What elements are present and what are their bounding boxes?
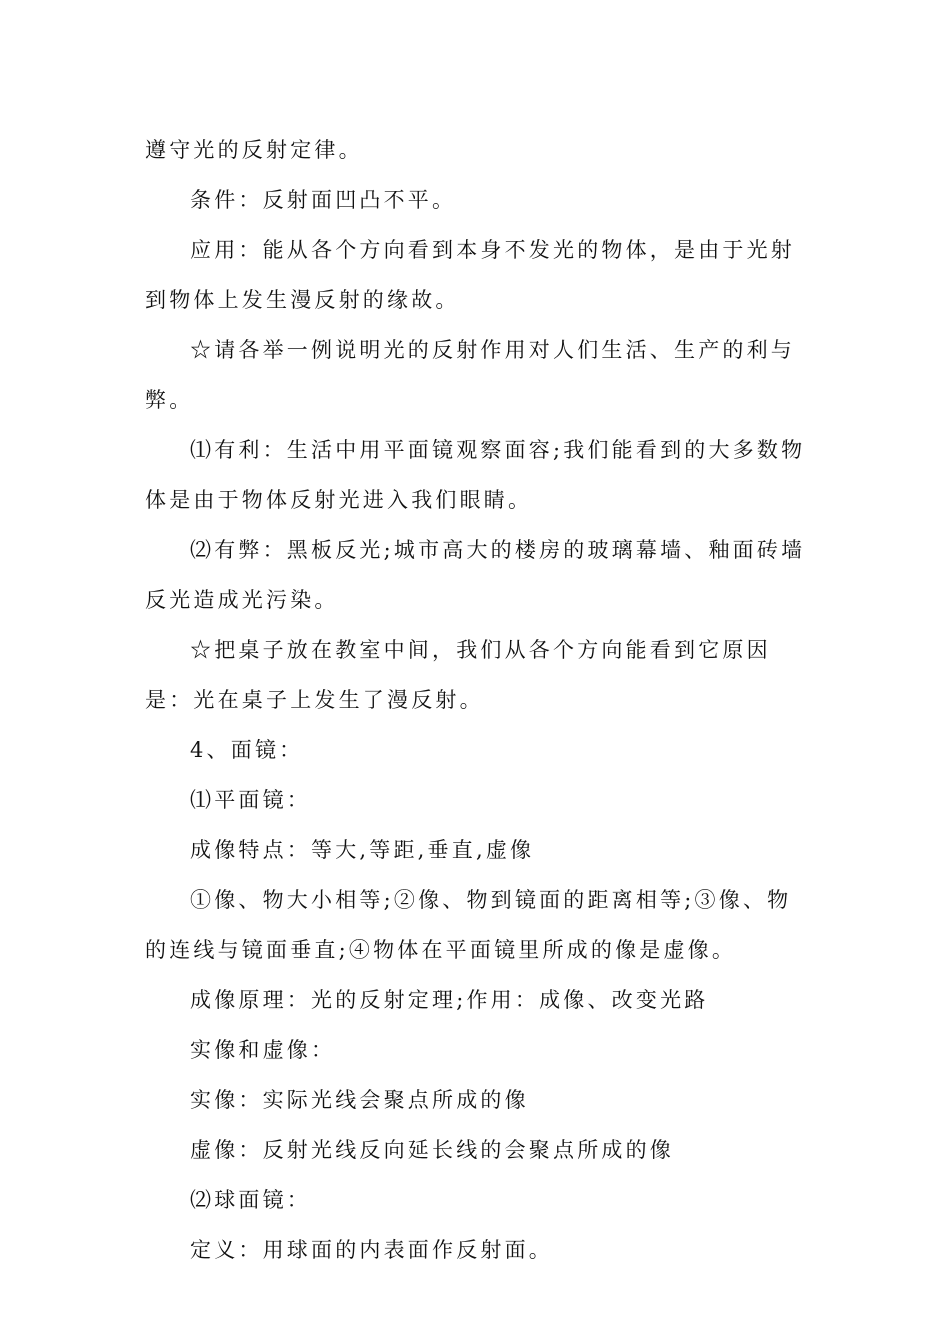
- paragraph: 成像原理：光的反射定理;作用：成像、改变光路: [190, 988, 709, 1012]
- paragraph: 成像特点：等大,等距,垂直,虚像: [190, 838, 535, 862]
- paragraph: 应用：能从各个方向看到本身不发光的物体，是由于光射到物体上发生漫反射的缘故。: [145, 238, 795, 312]
- paragraph: ☆把桌子放在教室中间，我们从各个方向能看到它原因是：光在桌子上发生了漫反射。: [145, 638, 771, 712]
- paragraph: ⑴有利：生活中用平面镜观察面容;我们能看到的大多数物体是由于物体反射光进入我们眼睛。: [145, 438, 806, 512]
- paragraph: 定义：用球面的内表面作反射面。: [190, 1238, 553, 1262]
- paragraph: 实像和虚像：: [190, 1038, 336, 1062]
- paragraph: ☆请各举一例说明光的反射作用对人们生活、生产的利与弊。: [145, 338, 795, 412]
- paragraph: 条件：反射面凹凸不平。: [190, 188, 457, 212]
- paragraph: 遵守光的反射定律。: [145, 138, 363, 162]
- paragraph: ①像、物大小相等;②像、物到镜面的距离相等;③像、物的连线与镜面垂直;④物体在平面镜里所成的像是虚像。: [145, 888, 792, 962]
- subsection-heading: ⑴平面镜：: [190, 788, 311, 812]
- section-heading: 4、面镜：: [190, 738, 304, 762]
- paragraph: 虚像：反射光线反向延长线的会聚点所成的像: [190, 1138, 674, 1162]
- subsection-heading: ⑵球面镜：: [190, 1188, 311, 1212]
- paragraph: 实像：实际光线会聚点所成的像: [190, 1088, 529, 1112]
- document-body: [145, 125, 807, 1275]
- paragraph: ⑵有弊：黑板反光;城市高大的楼房的玻璃幕墙、釉面砖墙反光造成光污染。: [145, 538, 806, 612]
